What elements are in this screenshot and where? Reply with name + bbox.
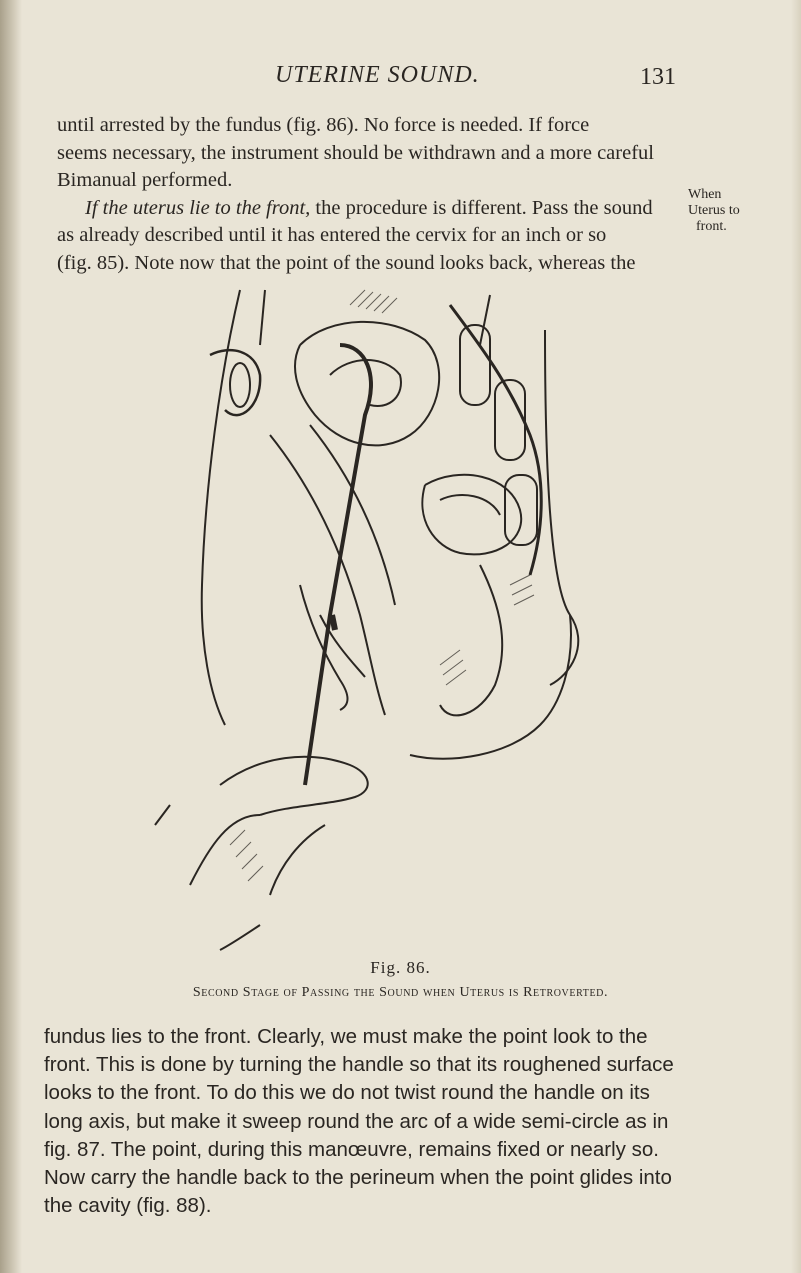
text-line: fundus lies to the front. Clearly, we must make the point look to the xyxy=(44,1025,648,1048)
text-line: front. This is done by turning the handle so that its roughened surface xyxy=(44,1053,674,1077)
anatomical-illustration xyxy=(150,285,620,955)
running-title: UTERINE SOUND. xyxy=(275,62,480,88)
text-line: Bimanual performed. xyxy=(57,169,233,191)
pelvis-section-drawing xyxy=(150,285,620,955)
margin-note xyxy=(688,187,798,235)
text-line: Now carry the handle back to the perineum when the point glides into xyxy=(44,1166,672,1190)
page-number: 131 xyxy=(640,64,676,90)
text-line: looks to the front. To do this we do not twist round the handle on its xyxy=(44,1081,650,1105)
running-header xyxy=(0,62,801,92)
text-line: as already described until it has entered the cervix for an inch or so xyxy=(57,224,607,246)
margin-note-line: When xyxy=(688,187,722,202)
page-edge-shadow xyxy=(0,0,22,1273)
text-line: fig. 87. The point, during this manœuvre, remains fixed or nearly so. xyxy=(44,1137,659,1161)
text-line: the cavity (fig. 88). xyxy=(44,1194,212,1218)
text-line: seems necessary, the instrument should be withdrawn and a more careful xyxy=(57,141,654,164)
figure-number: Fig. 86. xyxy=(370,958,431,977)
text-line: until arrested by the fundus (fig. 86). No force is needed. If force xyxy=(57,114,590,136)
margin-note-line: front. xyxy=(696,219,727,234)
top-text-block xyxy=(57,112,747,277)
text-line-mixed xyxy=(57,195,747,223)
italic-phrase: If the uterus lie to the front, xyxy=(85,196,311,219)
text-line: (fig. 85). Note now that the point of the sound looks back, whereas the xyxy=(57,251,636,274)
figure-caption: Second Stage of Passing the Sound when Uterus is Retroverted. xyxy=(192,985,609,1000)
text-segment: the procedure is different. Pass the sound xyxy=(310,196,653,219)
margin-note-line: Uterus to xyxy=(688,203,740,218)
bottom-text-block xyxy=(44,1023,749,1220)
text-line: long axis, but make it sweep round the arc of a wide semi-circle as in xyxy=(44,1109,669,1133)
